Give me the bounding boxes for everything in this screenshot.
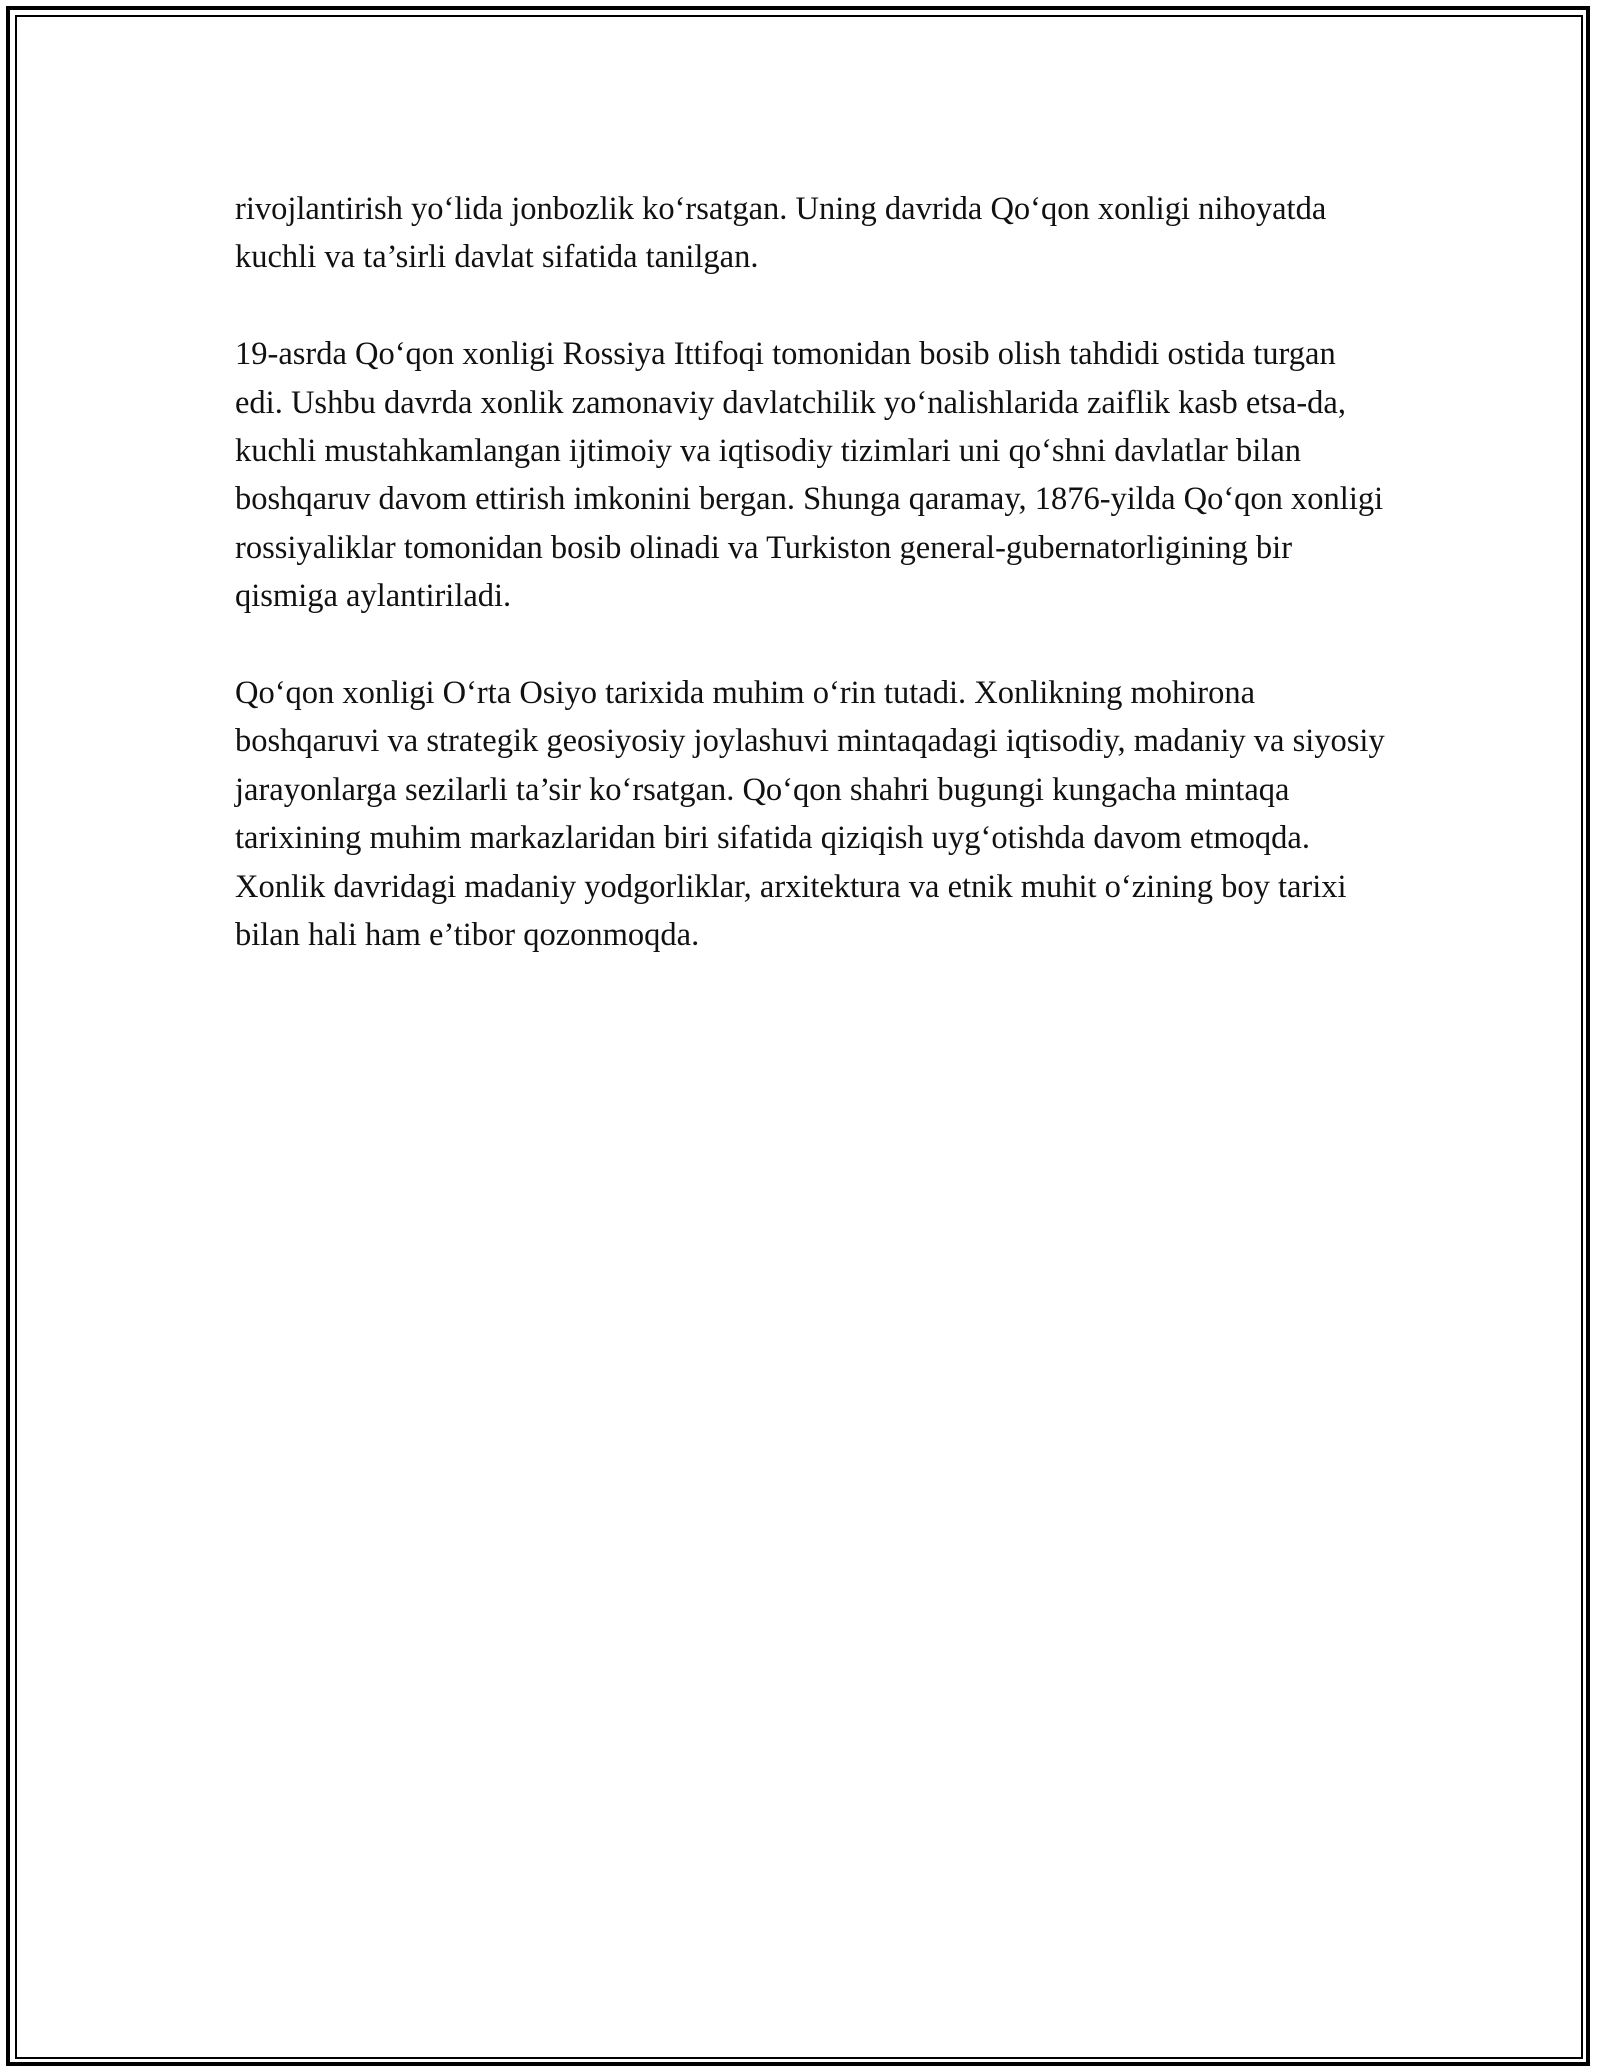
- paragraph-3: Qo‘qon xonligi O‘rta Osiyo tarixida muhim o‘rin tutadi. Xonlikning mohirona boshqaruvi va strategik geosiyosiy joylashuvi mintaqadagi iqtisodiy, madaniy va siyosiy jarayonlarga sezilarli ta’sir ko‘rsatgan. Qo‘qon shahri bugungi kungacha mintaqa tarixining muhim markazlaridan biri sifatida qiziqish uyg‘otishda davom etmoqda. Xonlik davridagi madaniy yodgorliklar, arxitektura va etnik muhit o‘zining boy tarixi bilan hali ham e’tibor qozonmoqda.: [235, 675, 1385, 954]
- paragraph-1: rivojlantirish yo‘lida jonbozlik ko‘rsatgan. Uning davrida Qo‘qon xonligi nihoyatda kuchli va ta’sirli davlat sifatida tanilgan.: [235, 191, 1327, 276]
- paragraph-2: 19-asrda Qo‘qon xonligi Rossiya Ittifoqi tomonidan bosib olish tahdidi ostida turgan edi. Ushbu davrda xonlik zamonaviy davlatchilik yo‘nalishlarida zaiflik kasb etsa-da, kuchli mustahkamlangan ijtimoiy va iqtisodiy tizimlari uni qo‘shni davlatlar bilan boshqaruv davom ettirish imkonini bergan. Shunga qaramay, 1876-yilda Qo‘qon xonligi rossiyaliklar tomonidan bosib olinadi va Turkiston general-gubernatorligining bir qismiga aylantiriladi.: [235, 336, 1384, 615]
- document-body: [235, 185, 1385, 1008]
